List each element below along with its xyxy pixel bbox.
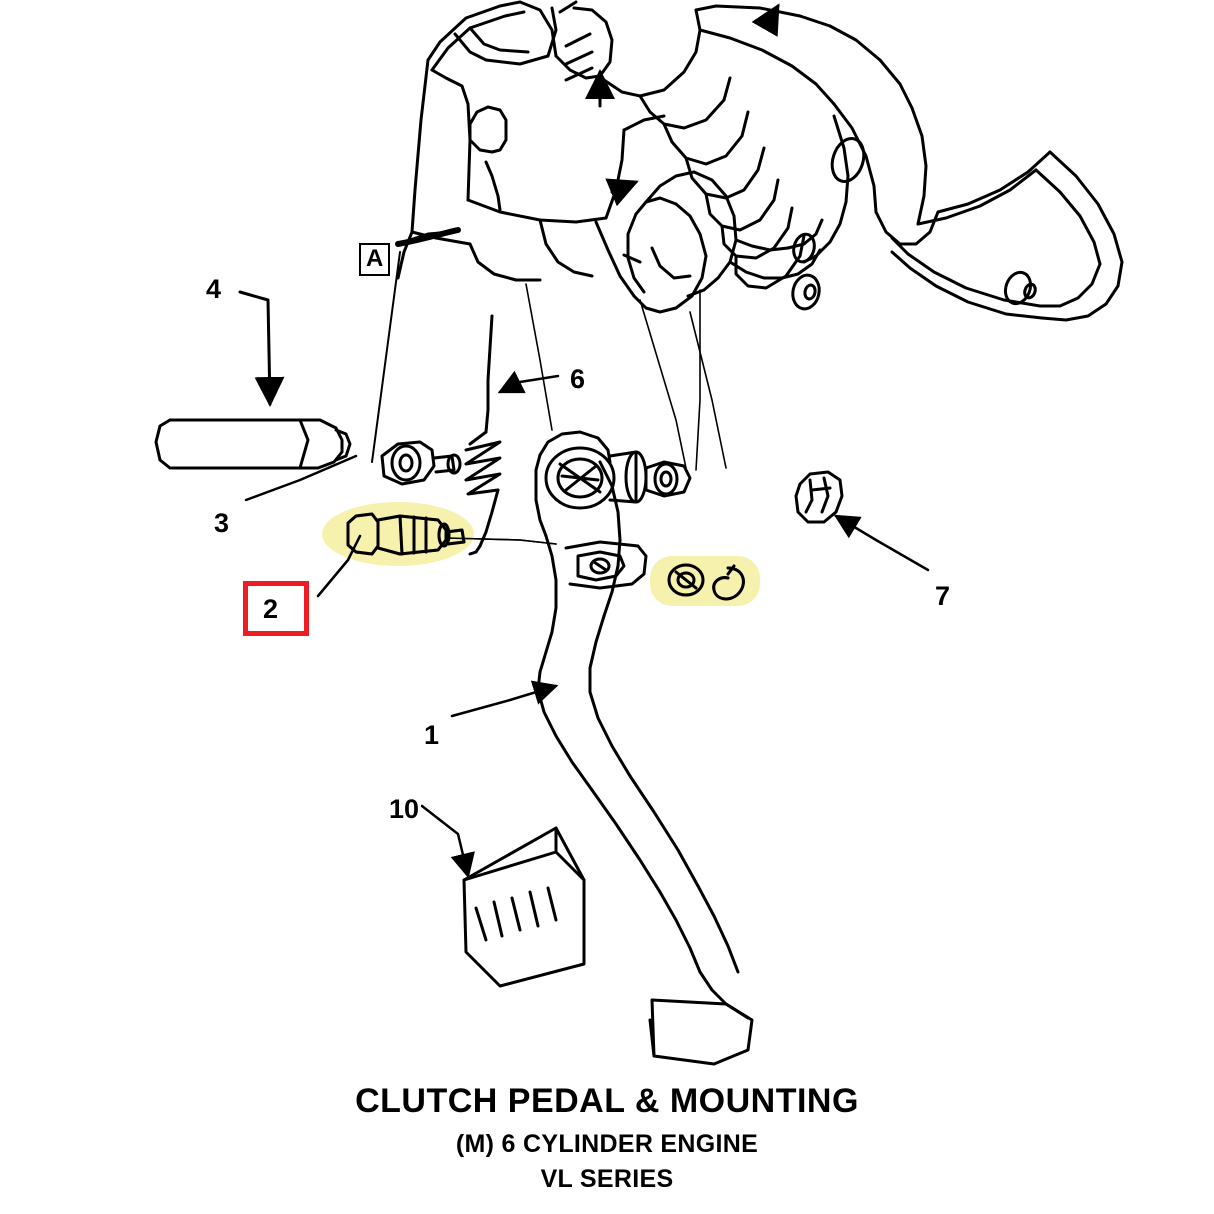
callout-7: 7 xyxy=(935,581,951,611)
callout-10: 10 xyxy=(389,794,420,824)
callout-6: 6 xyxy=(570,364,586,394)
callout-1: 1 xyxy=(424,720,440,750)
callout-3: 3 xyxy=(214,508,230,538)
callout-2: 2 xyxy=(263,594,279,624)
diagram-subtitle-series: VL SERIES xyxy=(540,1165,674,1193)
diagram-subtitle-engine: (M) 6 CYLINDER ENGINE xyxy=(455,1130,759,1158)
diagram-caption xyxy=(0,1082,1214,1200)
callout-4: 4 xyxy=(206,274,222,304)
diagram-title: CLUTCH PEDAL & MOUNTING xyxy=(355,1082,859,1120)
view-label-a: A xyxy=(359,243,390,276)
marker-highlight-part2 xyxy=(322,502,474,566)
